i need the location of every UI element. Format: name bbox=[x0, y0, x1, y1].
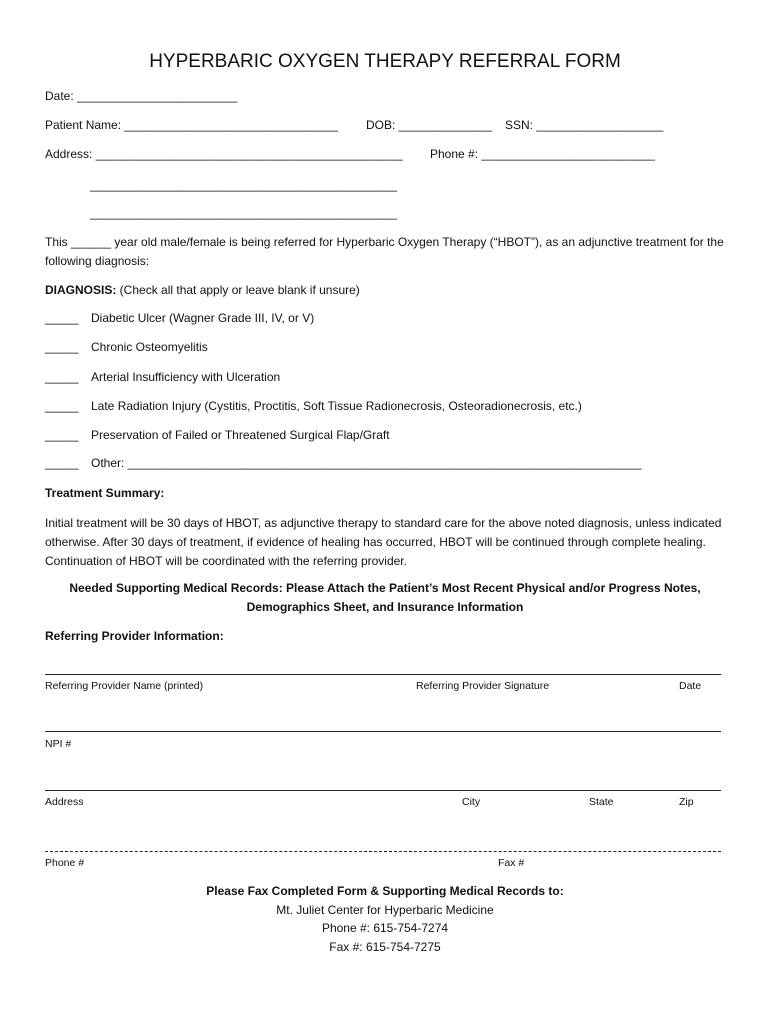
diagnosis-heading: DIAGNOSIS: bbox=[45, 283, 117, 297]
address-field[interactable]: Address: ______________________________________________ bbox=[45, 147, 403, 161]
fax-instruction: Please Fax Completed Form & Supporting Medical Records to: bbox=[206, 884, 564, 898]
date-field[interactable]: Date: ________________________ bbox=[45, 89, 238, 103]
provider-fax-label: Fax # bbox=[498, 857, 525, 869]
zip-label: Zip bbox=[679, 796, 694, 808]
records-note-line-1: Needed Supporting Medical Records: Please Attach the Patient’s Most Recent Physical and/or Progress Notes, bbox=[69, 581, 701, 595]
diagnosis-item-osteomyelitis: Chronic Osteomyelitis bbox=[91, 340, 208, 354]
intro-paragraph: This ______ year old male/female is being referred for Hyperbaric Oxygen Therapy (“HBOT”), as an adjunctive treatment for the following diagnosis: bbox=[45, 235, 724, 268]
phone-fax-line[interactable] bbox=[45, 851, 721, 852]
diagnosis-blank[interactable]: _____ bbox=[45, 456, 79, 470]
city-label: City bbox=[462, 796, 481, 808]
phone-field[interactable]: Phone #: __________________________ bbox=[430, 147, 655, 161]
provider-name-signature-date-line[interactable] bbox=[45, 674, 721, 675]
diagnosis-blank[interactable]: _____ bbox=[45, 428, 79, 442]
provider-signature-label: Referring Provider Signature bbox=[416, 680, 550, 692]
diagnosis-blank[interactable]: _____ bbox=[45, 399, 79, 413]
center-fax: Fax #: 615-754-7275 bbox=[329, 940, 441, 954]
address-line-2[interactable]: ______________________________________________ bbox=[90, 178, 397, 192]
records-note-line-2: Demographics Sheet, and Insurance Information bbox=[246, 600, 524, 614]
diagnosis-blank[interactable]: _____ bbox=[45, 370, 79, 384]
provider-date-label: Date bbox=[679, 680, 702, 692]
dob-field[interactable]: DOB: ______________ bbox=[366, 118, 493, 132]
npi-label: NPI # bbox=[45, 738, 72, 750]
patient-name-field[interactable]: Patient Name: ________________________________ bbox=[45, 118, 338, 132]
address-line-3[interactable]: ______________________________________________ bbox=[90, 206, 397, 220]
diagnosis-item-diabetic-ulcer: Diabetic Ulcer (Wagner Grade III, IV, or V) bbox=[91, 311, 315, 325]
treatment-body: Initial treatment will be 30 days of HBOT, as adjunctive therapy to standard care for the above noted diagnosis, unless indicated otherwise. After 30 days of treatment, if evidence of healing has occurred, HBOT will be continued through complete healing. Continuation of HBOT will be coordinated with the referring provider. bbox=[45, 516, 722, 568]
provider-address-line[interactable] bbox=[45, 790, 721, 791]
diagnosis-header bbox=[45, 283, 360, 297]
center-phone: Phone #: 615-754-7274 bbox=[321, 921, 449, 935]
state-label: State bbox=[589, 796, 614, 808]
diagnosis-item-surgical-flap: Preservation of Failed or Threatened Surgical Flap/Graft bbox=[91, 428, 390, 442]
provider-heading: Referring Provider Information: bbox=[45, 629, 224, 643]
diagnosis-blank[interactable]: _____ bbox=[45, 340, 79, 354]
address-label: Address bbox=[45, 796, 84, 808]
provider-phone-label: Phone # bbox=[45, 857, 85, 869]
ssn-field[interactable]: SSN: ___________________ bbox=[505, 118, 664, 132]
provider-name-label: Referring Provider Name (printed) bbox=[45, 680, 204, 692]
diagnosis-item-radiation-injury: Late Radiation Injury (Cystitis, Proctitis, Soft Tissue Radionecrosis, Osteoradionecrosis, etc.) bbox=[91, 399, 582, 413]
diagnosis-item-arterial-insufficiency: Arterial Insufficiency with Ulceration bbox=[91, 370, 281, 384]
diagnosis-item-other[interactable]: Other: _____________________________________________________________________________ bbox=[91, 456, 642, 470]
diagnosis-blank[interactable]: _____ bbox=[45, 311, 79, 325]
form-title: HYPERBARIC OXYGEN THERAPY REFERRAL FORM bbox=[149, 51, 621, 72]
npi-line[interactable] bbox=[45, 731, 721, 732]
treatment-heading: Treatment Summary: bbox=[45, 486, 165, 500]
center-name: Mt. Juliet Center for Hyperbaric Medicine bbox=[276, 903, 494, 917]
diagnosis-instruction: (Check all that apply or leave blank if unsure) bbox=[116, 283, 360, 297]
